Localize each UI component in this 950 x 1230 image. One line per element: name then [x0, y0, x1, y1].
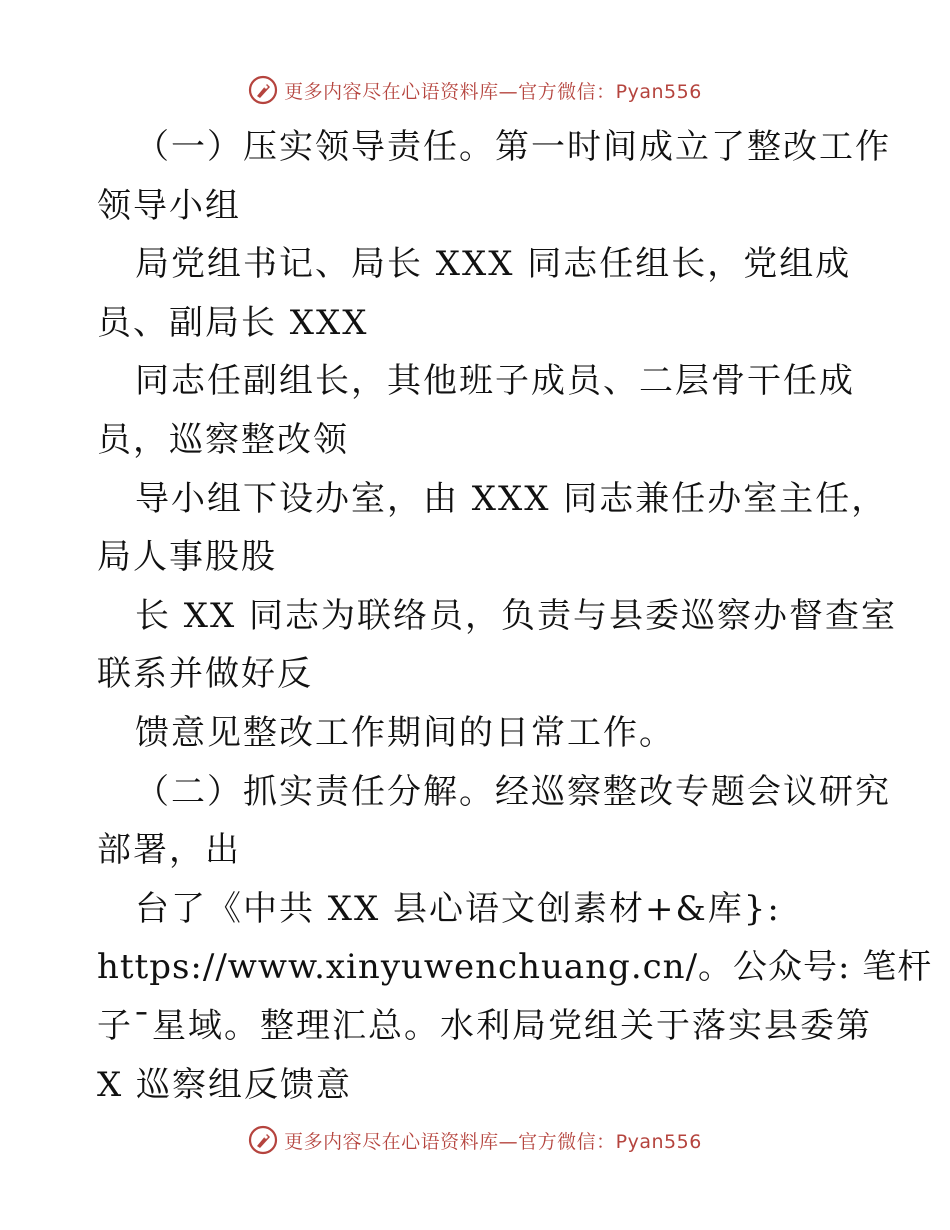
text-line: 台了《中共 XX 县心语文创素材+&库}: [135, 888, 781, 929]
text-line: 馈意见整改工作期间的日常工作。 [135, 712, 675, 753]
text-line: 长 XX 同志为联络员，负责与县委巡察办督查室 [135, 595, 898, 636]
text-line: 局党组书记、局长 XXX 同志任组长，党组成 [135, 244, 852, 285]
header-banner-text: 更多内容尽在心语资料库—官方微信：Pyan556 [284, 80, 702, 103]
text-line: 导小组下设办室，由 XXX 同志兼任办室主任， [135, 478, 888, 519]
document-body [97, 118, 933, 1114]
pen-nib-logo-icon [248, 1125, 278, 1155]
text-line: （二）抓实责任分解。经巡察整改专题会议研究 [135, 771, 891, 812]
header-banner [0, 70, 950, 110]
text-line: 员、副局长 XXX [97, 302, 369, 343]
text-line: 同志任副组长，其他班子成员、二层骨干任成 [135, 361, 855, 402]
text-line: 员，巡察整改领 [97, 419, 349, 460]
text-line: 部署，出 [97, 830, 241, 871]
text-line: （一）压实领导责任。第一时间成立了整改工作 [135, 127, 891, 167]
text-line: 领导小组 [97, 185, 241, 226]
text-line: 子¯星域。整理汇总。水利局党组关于落实县委第 [97, 1005, 872, 1046]
text-line: X 巡察组反馈意 [97, 1064, 353, 1105]
text-line: 联系并做好反 [97, 654, 313, 695]
footer-banner-text: 更多内容尽在心语资料库—官方微信：Pyan556 [284, 1130, 702, 1153]
pen-nib-logo-icon [248, 75, 278, 105]
text-line-url: https://www.xinyuwenchuang.cn/。公众号: 笔杆 [97, 947, 933, 988]
footer-banner [0, 1120, 950, 1160]
text-line: 局人事股股 [97, 537, 277, 578]
